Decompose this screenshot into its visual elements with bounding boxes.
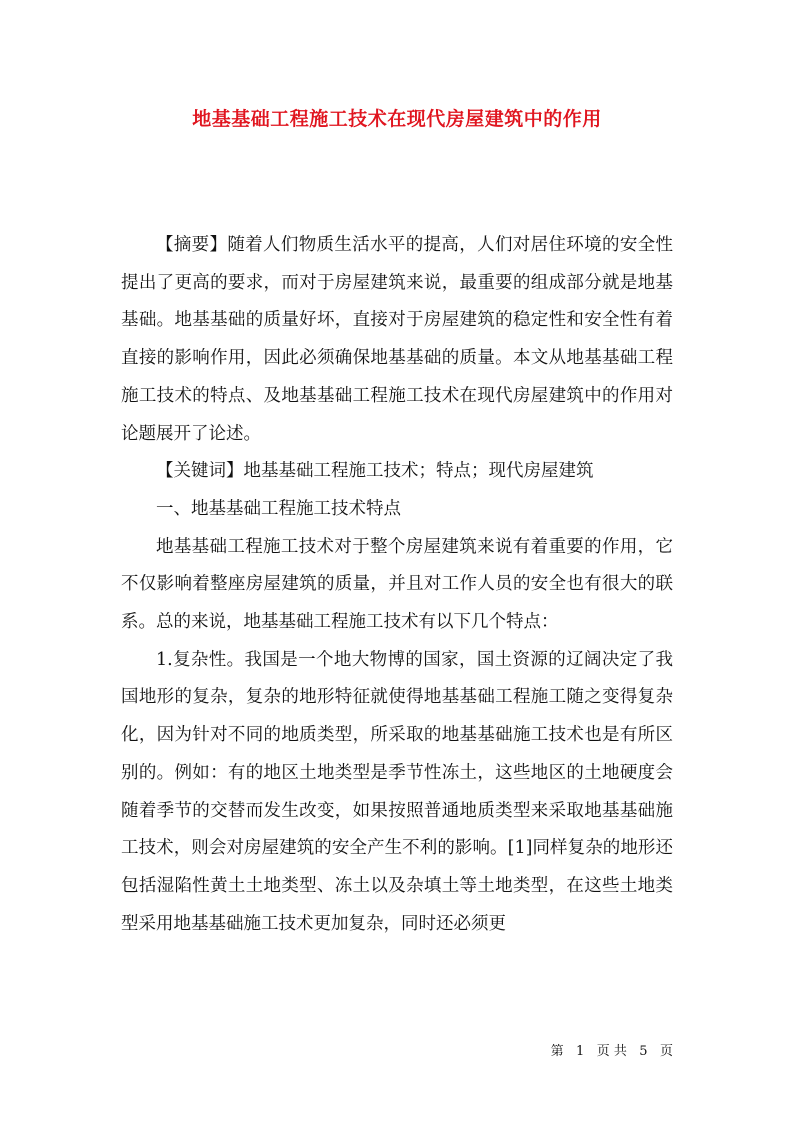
document-body [121,227,673,943]
body-paragraph: 1.复杂性。我国是一个地大物博的国家，国土资源的辽阔决定了我国地形的复杂，复杂的地形特征就使得地基基础工程施工随之变得复杂化，因为针对不同的地质类型，所采取的地基基础施工技术也是有所区别的。例如：有的地区土地类型是季节性冻土，这些地区的土地硬度会随着季节的交替而发生改变，如果按照普通地质类型来采取地基基础施工技术，则会对房屋建筑的安全产生不利的影响。[1]同样复杂的地形还包括湿陷性黄土土地类型、冻土以及杂填土等土地类型，在这些土地类型采用地基基础施工技术更加复杂，同时还必须更 [121,649,673,934]
abstract-paragraph: 【摘要】随着人们物质生活水平的提高，人们对居住环境的安全性提出了更高的要求，而对于房屋建筑来说，最重要的组成部分就是地基基础。地基基础的质量好坏，直接对于房屋建筑的稳定性和安全性有着直接的影响作用，因此必须确保地基基础的质量。本文从地基基础工程施工技术的特点、及地基基础工程施工技术在现代房屋建筑中的作用对论题展开了论述。 [121,235,673,444]
keywords-paragraph: 【关键词】地基基础工程施工技术；特点；现代房屋建筑 [156,461,594,482]
body-paragraph: 地基基础工程施工技术对于整个房屋建筑来说有着重要的作用，它不仅影响着整座房屋建筑的质量，并且对工作人员的安全也有很大的联系。总的来说，地基基础工程施工技术有以下几个特点： [121,536,673,633]
section-heading: 一、地基基础工程施工技术特点 [156,498,401,519]
footer-prefix: 第 [550,1044,564,1059]
page-number-footer [551,1040,673,1059]
footer-current-page: 1 [576,1044,585,1059]
footer-suffix: 页 [659,1044,673,1059]
footer-total-pages: 5 [639,1044,648,1059]
document-title: 地基基础工程施工技术在现代房屋建筑中的作用 [192,108,602,130]
footer-middle: 页 共 [596,1044,627,1059]
